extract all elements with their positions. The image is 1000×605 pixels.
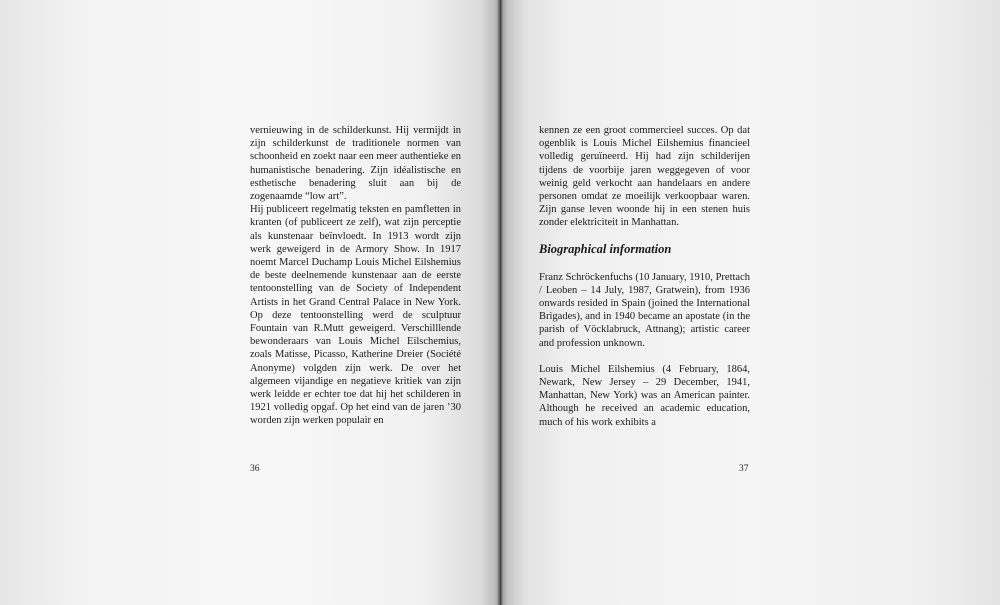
right-page xyxy=(500,0,1000,605)
section-heading: Biographical information xyxy=(539,241,672,256)
page-number-right: 37 xyxy=(739,464,749,474)
bio-paragraph-2: Louis Michel Eilshemius (4 February, 1864, Newark, New Jersey – 29 December, 1941, Manhattan, New York) was an American painter. Although he received an academic education, much of his work exhibits a xyxy=(539,363,750,428)
left-paragraph-1: vernieuwing in de schilderkunst. Hij vermijdt in zijn schilderkunst de traditionele normen van schoonheid en zoekt naar een meer authentieke en humanistische benadering. Zijn idéalistische en esthetische benadering sluit aan bij de zogenaamde “low art”. xyxy=(250,125,461,203)
left-paragraph-2: Hij publiceert regelmatig teksten en pamfletten in kranten (of publiceert ze zelf), wat zijn perceptie als kunstenaar beïnvloedt. In 1913 wordt zijn werk geweigerd in de Armory Show. In 1917 noemt Marcel Duchamp Louis Michel Eilshemius de beste deelnemende kunstenaar aan de eerste tentoonstelling van de Society of Independent Artists in het Grand Central Palace in New York. Op deze tentoonstelling werd de sculptuur Fountain van R.Mutt geweigerd. Verschilllende bewonderaars van Louis Michel Eilschemius, zoals Matisse, Picasso, Katherine Dreier (Société Anonyme) volgden zijn werk. De over het algemeen vijandige en negatieve kritiek van zijn werk leidde er echter toe dat hij het schilderen in 1921 volledig opgaf. Op het eind van de jaren ’30 worden zijn werken populair en xyxy=(250,204,461,427)
right-intro-paragraph: kennen ze een groot commercieel succes. Op dat ogenblik is Louis Michel Eilshemius financieel volledig geruïneerd. Hij had zijn schilderijen tijdens de voorbije jaren weggegeven of voor weinig geld verkocht aan handelaars en andere personen omdat ze moeilijk verkoopbaar waren. Zijn ganse leven woonde hij in een stenen huis zonder elektriciteit in Manhattan. xyxy=(539,125,750,229)
right-page-text xyxy=(539,124,750,429)
book-gutter xyxy=(497,0,503,605)
page-number-left: 36 xyxy=(250,464,260,474)
left-page-text xyxy=(250,124,461,428)
bio-paragraph-1: Franz Schröckenfuchs (10 January, 1910, Prettach / Leoben – 14 July, 1987, Gratwein), from 1936 onwards resided in Spain (joined the International Brigades), and in 1940 became an apostate (in the parish of Vöcklabruck, Attnang); artistic career and profession unknown. xyxy=(539,271,750,349)
